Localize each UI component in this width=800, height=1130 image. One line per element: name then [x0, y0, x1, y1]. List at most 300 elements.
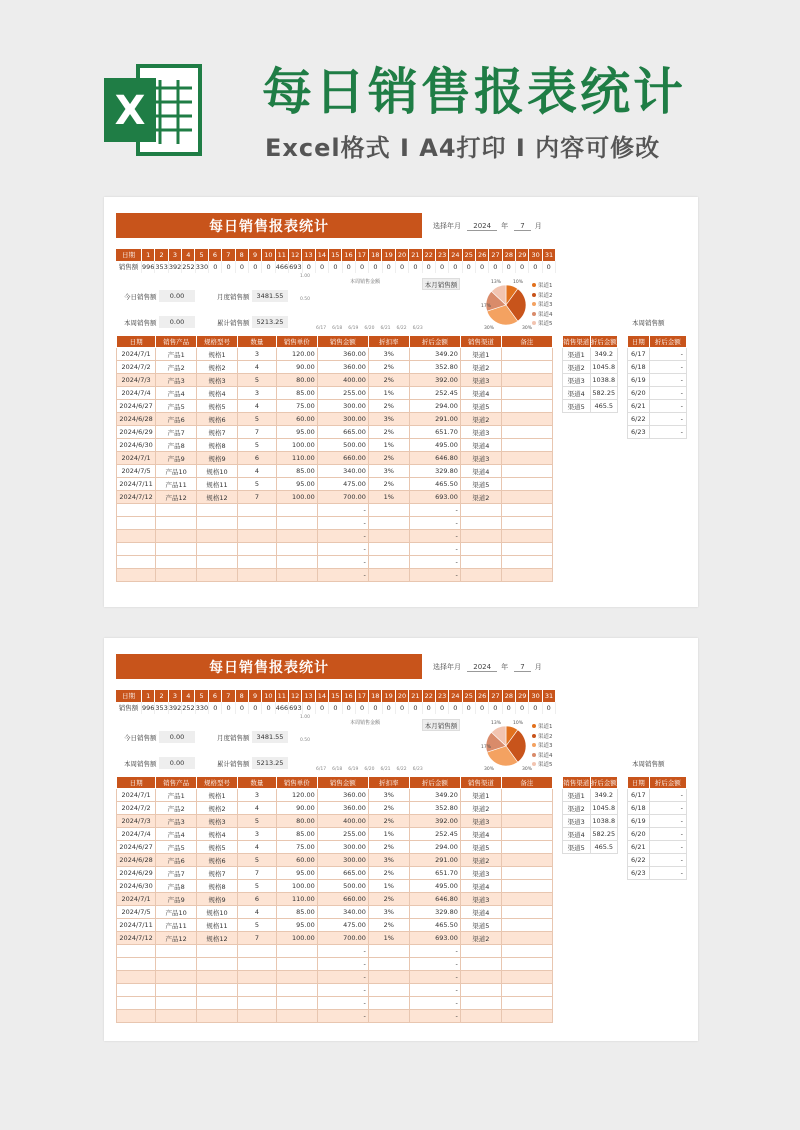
- table-cell[interactable]: 规格4: [197, 387, 238, 400]
- table-cell[interactable]: 3%: [368, 789, 409, 802]
- table-cell[interactable]: 665.00: [317, 426, 368, 439]
- table-cell[interactable]: 3: [237, 387, 276, 400]
- table-cell[interactable]: 2%: [368, 867, 409, 880]
- table-cell[interactable]: 5: [237, 815, 276, 828]
- table-cell[interactable]: [237, 1010, 276, 1023]
- table-cell[interactable]: -: [317, 984, 368, 997]
- table-cell[interactable]: 产品11: [156, 919, 197, 932]
- table-cell[interactable]: 2024/7/1: [117, 452, 156, 465]
- table-cell[interactable]: -: [317, 1010, 368, 1023]
- table-cell[interactable]: -: [409, 556, 460, 569]
- table-cell[interactable]: [197, 958, 238, 971]
- table-cell[interactable]: 2024/7/1: [117, 893, 156, 906]
- table-cell[interactable]: 7: [237, 867, 276, 880]
- table-cell[interactable]: 2024/7/5: [117, 906, 156, 919]
- table-cell[interactable]: 2024/7/12: [117, 932, 156, 945]
- table-cell[interactable]: 5: [237, 880, 276, 893]
- table-cell[interactable]: 规格2: [197, 361, 238, 374]
- table-cell[interactable]: 85.00: [276, 465, 317, 478]
- table-cell[interactable]: 90.00: [276, 361, 317, 374]
- table-cell[interactable]: [368, 971, 409, 984]
- table-cell[interactable]: 产品11: [156, 478, 197, 491]
- table-cell[interactable]: [501, 867, 552, 880]
- table-cell[interactable]: [460, 543, 501, 556]
- table-cell[interactable]: 300.00: [317, 400, 368, 413]
- table-cell[interactable]: [197, 1010, 238, 1023]
- table-cell[interactable]: 660.00: [317, 452, 368, 465]
- table-cell[interactable]: [501, 815, 552, 828]
- table-cell[interactable]: [197, 997, 238, 1010]
- table-cell[interactable]: 规格10: [197, 465, 238, 478]
- table-cell[interactable]: 1%: [368, 439, 409, 452]
- table-cell[interactable]: 693.00: [409, 932, 460, 945]
- table-cell[interactable]: 360.00: [317, 348, 368, 361]
- table-cell[interactable]: [501, 491, 552, 504]
- table-cell[interactable]: [368, 517, 409, 530]
- table-cell[interactable]: -: [317, 504, 368, 517]
- table-cell[interactable]: 392.00: [409, 815, 460, 828]
- table-cell[interactable]: [156, 517, 197, 530]
- table-cell[interactable]: [276, 504, 317, 517]
- table-cell[interactable]: 2024/7/1: [117, 348, 156, 361]
- table-cell[interactable]: 360.00: [317, 361, 368, 374]
- table-cell[interactable]: 规格12: [197, 491, 238, 504]
- table-cell[interactable]: 3: [237, 789, 276, 802]
- table-cell[interactable]: 1%: [368, 491, 409, 504]
- table-cell[interactable]: 5: [237, 374, 276, 387]
- table-cell[interactable]: -: [317, 543, 368, 556]
- table-cell[interactable]: [276, 1010, 317, 1023]
- table-cell[interactable]: 329.80: [409, 465, 460, 478]
- table-cell[interactable]: 349.20: [409, 789, 460, 802]
- table-cell[interactable]: 产品5: [156, 841, 197, 854]
- table-cell[interactable]: [501, 945, 552, 958]
- table-cell[interactable]: -: [317, 530, 368, 543]
- table-cell[interactable]: [501, 1010, 552, 1023]
- table-cell[interactable]: 规格1: [197, 789, 238, 802]
- table-cell[interactable]: 2024/7/11: [117, 478, 156, 491]
- table-cell[interactable]: 2024/7/5: [117, 465, 156, 478]
- table-cell[interactable]: 2024/7/2: [117, 802, 156, 815]
- table-cell[interactable]: [368, 556, 409, 569]
- table-cell[interactable]: 产品10: [156, 906, 197, 919]
- table-cell[interactable]: 产品8: [156, 439, 197, 452]
- table-cell[interactable]: [276, 997, 317, 1010]
- table-cell[interactable]: 产品5: [156, 400, 197, 413]
- table-cell[interactable]: 3: [237, 828, 276, 841]
- table-cell[interactable]: 646.80: [409, 452, 460, 465]
- table-cell[interactable]: 475.00: [317, 919, 368, 932]
- table-cell[interactable]: [501, 841, 552, 854]
- table-cell[interactable]: 5: [237, 413, 276, 426]
- table-cell[interactable]: 产品3: [156, 374, 197, 387]
- table-cell[interactable]: 4: [237, 465, 276, 478]
- table-cell[interactable]: [156, 543, 197, 556]
- table-cell[interactable]: 255.00: [317, 828, 368, 841]
- table-cell[interactable]: 475.00: [317, 478, 368, 491]
- table-cell[interactable]: 651.70: [409, 867, 460, 880]
- table-cell[interactable]: [117, 958, 156, 971]
- table-cell[interactable]: [197, 569, 238, 582]
- table-cell[interactable]: [197, 945, 238, 958]
- table-cell[interactable]: 5: [237, 439, 276, 452]
- table-cell[interactable]: 规格1: [197, 348, 238, 361]
- table-cell[interactable]: 2%: [368, 400, 409, 413]
- table-cell[interactable]: [501, 361, 552, 374]
- table-cell[interactable]: 300.00: [317, 413, 368, 426]
- table-cell[interactable]: -: [409, 530, 460, 543]
- table-cell[interactable]: 660.00: [317, 893, 368, 906]
- table-cell[interactable]: 渠道1: [460, 348, 501, 361]
- table-cell[interactable]: 2%: [368, 919, 409, 932]
- table-cell[interactable]: 渠道2: [460, 361, 501, 374]
- table-cell[interactable]: 规格5: [197, 400, 238, 413]
- table-cell[interactable]: 渠道4: [460, 387, 501, 400]
- table-cell[interactable]: [501, 374, 552, 387]
- table-cell[interactable]: 665.00: [317, 867, 368, 880]
- table-cell[interactable]: [460, 1010, 501, 1023]
- table-cell[interactable]: 规格6: [197, 854, 238, 867]
- table-cell[interactable]: [501, 517, 552, 530]
- table-cell[interactable]: -: [409, 517, 460, 530]
- table-cell[interactable]: 352.80: [409, 361, 460, 374]
- table-cell[interactable]: 产品9: [156, 452, 197, 465]
- table-cell[interactable]: 7: [237, 932, 276, 945]
- table-cell[interactable]: 渠道3: [460, 426, 501, 439]
- table-cell[interactable]: 产品8: [156, 880, 197, 893]
- table-cell[interactable]: 产品7: [156, 426, 197, 439]
- table-cell[interactable]: 渠道2: [460, 932, 501, 945]
- table-cell[interactable]: 100.00: [276, 491, 317, 504]
- table-cell[interactable]: 7: [237, 491, 276, 504]
- table-cell[interactable]: [156, 504, 197, 517]
- table-cell[interactable]: [237, 530, 276, 543]
- table-cell[interactable]: 2024/7/4: [117, 828, 156, 841]
- table-cell[interactable]: 规格10: [197, 906, 238, 919]
- table-cell[interactable]: [460, 569, 501, 582]
- table-cell[interactable]: [460, 504, 501, 517]
- table-cell[interactable]: 7: [237, 426, 276, 439]
- table-cell[interactable]: [197, 556, 238, 569]
- table-cell[interactable]: [276, 945, 317, 958]
- table-cell[interactable]: [460, 530, 501, 543]
- table-cell[interactable]: 1%: [368, 387, 409, 400]
- table-cell[interactable]: [117, 530, 156, 543]
- table-cell[interactable]: 392.00: [409, 374, 460, 387]
- month-input[interactable]: 7: [514, 663, 530, 672]
- table-cell[interactable]: 产品2: [156, 361, 197, 374]
- table-cell[interactable]: 规格2: [197, 802, 238, 815]
- table-cell[interactable]: 规格11: [197, 478, 238, 491]
- table-cell[interactable]: [197, 517, 238, 530]
- table-cell[interactable]: 2024/6/28: [117, 413, 156, 426]
- table-cell[interactable]: 255.00: [317, 387, 368, 400]
- table-cell[interactable]: 2024/7/3: [117, 374, 156, 387]
- table-cell[interactable]: 349.20: [409, 348, 460, 361]
- table-cell[interactable]: [237, 504, 276, 517]
- table-cell[interactable]: 渠道4: [460, 880, 501, 893]
- table-cell[interactable]: [237, 945, 276, 958]
- table-cell[interactable]: [501, 348, 552, 361]
- table-cell[interactable]: [197, 530, 238, 543]
- table-cell[interactable]: [368, 569, 409, 582]
- table-cell[interactable]: [117, 569, 156, 582]
- table-cell[interactable]: 495.00: [409, 880, 460, 893]
- table-cell[interactable]: [501, 919, 552, 932]
- table-cell[interactable]: 4: [237, 802, 276, 815]
- table-cell[interactable]: [197, 971, 238, 984]
- table-cell[interactable]: [501, 880, 552, 893]
- table-cell[interactable]: [460, 517, 501, 530]
- table-cell[interactable]: [460, 971, 501, 984]
- table-cell[interactable]: [501, 530, 552, 543]
- table-cell[interactable]: 2024/6/27: [117, 400, 156, 413]
- table-cell[interactable]: 291.00: [409, 854, 460, 867]
- table-cell[interactable]: 500.00: [317, 439, 368, 452]
- table-cell[interactable]: 651.70: [409, 426, 460, 439]
- table-cell[interactable]: [368, 945, 409, 958]
- table-cell[interactable]: [237, 543, 276, 556]
- table-cell[interactable]: [276, 543, 317, 556]
- table-cell[interactable]: [156, 556, 197, 569]
- table-cell[interactable]: 渠道4: [460, 828, 501, 841]
- table-cell[interactable]: 2%: [368, 478, 409, 491]
- table-cell[interactable]: 110.00: [276, 893, 317, 906]
- table-cell[interactable]: [117, 1010, 156, 1023]
- table-cell[interactable]: [501, 984, 552, 997]
- table-cell[interactable]: 渠道3: [460, 374, 501, 387]
- table-cell[interactable]: 渠道2: [460, 802, 501, 815]
- table-cell[interactable]: 300.00: [317, 854, 368, 867]
- table-cell[interactable]: [501, 828, 552, 841]
- table-cell[interactable]: 2%: [368, 893, 409, 906]
- table-cell[interactable]: 329.80: [409, 906, 460, 919]
- table-cell[interactable]: [197, 984, 238, 997]
- table-cell[interactable]: [197, 543, 238, 556]
- table-cell[interactable]: 产品4: [156, 387, 197, 400]
- table-cell[interactable]: 渠道1: [460, 789, 501, 802]
- table-cell[interactable]: [501, 893, 552, 906]
- table-cell[interactable]: 4: [237, 400, 276, 413]
- table-cell[interactable]: 2024/6/29: [117, 867, 156, 880]
- table-cell[interactable]: 渠道3: [460, 893, 501, 906]
- table-cell[interactable]: 252.45: [409, 387, 460, 400]
- table-cell[interactable]: 渠道2: [460, 491, 501, 504]
- table-cell[interactable]: [501, 504, 552, 517]
- month-input[interactable]: 7: [514, 222, 530, 231]
- table-cell[interactable]: [156, 530, 197, 543]
- table-cell[interactable]: [117, 971, 156, 984]
- table-cell[interactable]: -: [409, 945, 460, 958]
- table-cell[interactable]: [237, 569, 276, 582]
- table-cell[interactable]: [156, 945, 197, 958]
- table-cell[interactable]: 2%: [368, 815, 409, 828]
- table-cell[interactable]: [156, 569, 197, 582]
- table-cell[interactable]: [276, 984, 317, 997]
- table-cell[interactable]: 120.00: [276, 789, 317, 802]
- table-cell[interactable]: 2%: [368, 841, 409, 854]
- table-cell[interactable]: [276, 530, 317, 543]
- table-cell[interactable]: [501, 543, 552, 556]
- table-cell[interactable]: -: [409, 569, 460, 582]
- table-cell[interactable]: [117, 984, 156, 997]
- table-cell[interactable]: 5: [237, 919, 276, 932]
- table-cell[interactable]: [368, 543, 409, 556]
- table-cell[interactable]: 渠道5: [460, 919, 501, 932]
- table-cell[interactable]: 465.50: [409, 919, 460, 932]
- table-cell[interactable]: [460, 997, 501, 1010]
- table-cell[interactable]: 100.00: [276, 439, 317, 452]
- table-cell[interactable]: 252.45: [409, 828, 460, 841]
- table-cell[interactable]: 规格4: [197, 828, 238, 841]
- table-cell[interactable]: 2024/7/2: [117, 361, 156, 374]
- table-cell[interactable]: [156, 971, 197, 984]
- table-cell[interactable]: [501, 413, 552, 426]
- table-cell[interactable]: [276, 569, 317, 582]
- table-cell[interactable]: [501, 932, 552, 945]
- table-cell[interactable]: 2024/7/3: [117, 815, 156, 828]
- table-cell[interactable]: 3%: [368, 413, 409, 426]
- table-cell[interactable]: 4: [237, 841, 276, 854]
- table-cell[interactable]: [501, 426, 552, 439]
- table-cell[interactable]: 100.00: [276, 932, 317, 945]
- table-cell[interactable]: 340.00: [317, 906, 368, 919]
- table-cell[interactable]: 渠道4: [460, 906, 501, 919]
- table-cell[interactable]: 2024/7/4: [117, 387, 156, 400]
- table-cell[interactable]: 1%: [368, 932, 409, 945]
- table-cell[interactable]: [117, 945, 156, 958]
- table-cell[interactable]: 95.00: [276, 478, 317, 491]
- table-cell[interactable]: [276, 971, 317, 984]
- table-cell[interactable]: 693.00: [409, 491, 460, 504]
- table-cell[interactable]: [368, 530, 409, 543]
- table-cell[interactable]: [237, 958, 276, 971]
- table-cell[interactable]: 5: [237, 854, 276, 867]
- table-cell[interactable]: 3%: [368, 348, 409, 361]
- table-cell[interactable]: 产品1: [156, 348, 197, 361]
- table-cell[interactable]: [501, 465, 552, 478]
- table-cell[interactable]: [501, 478, 552, 491]
- table-cell[interactable]: 2%: [368, 802, 409, 815]
- table-cell[interactable]: [501, 400, 552, 413]
- table-cell[interactable]: -: [317, 945, 368, 958]
- table-cell[interactable]: 3: [237, 348, 276, 361]
- table-cell[interactable]: 3%: [368, 854, 409, 867]
- table-cell[interactable]: 产品12: [156, 491, 197, 504]
- table-cell[interactable]: [117, 517, 156, 530]
- table-cell[interactable]: 产品12: [156, 932, 197, 945]
- table-cell[interactable]: 1%: [368, 880, 409, 893]
- table-cell[interactable]: [501, 854, 552, 867]
- table-cell[interactable]: 2%: [368, 361, 409, 374]
- table-cell[interactable]: 95.00: [276, 919, 317, 932]
- table-cell[interactable]: 规格8: [197, 439, 238, 452]
- table-cell[interactable]: [237, 556, 276, 569]
- table-cell[interactable]: 340.00: [317, 465, 368, 478]
- table-cell[interactable]: -: [317, 958, 368, 971]
- table-cell[interactable]: 4: [237, 906, 276, 919]
- table-cell[interactable]: 500.00: [317, 880, 368, 893]
- table-cell[interactable]: 产品10: [156, 465, 197, 478]
- table-cell[interactable]: 3%: [368, 465, 409, 478]
- table-cell[interactable]: 2%: [368, 374, 409, 387]
- table-cell[interactable]: [276, 517, 317, 530]
- year-input[interactable]: 2024: [467, 663, 497, 672]
- table-cell[interactable]: 2024/7/1: [117, 789, 156, 802]
- table-cell[interactable]: 294.00: [409, 400, 460, 413]
- table-cell[interactable]: [501, 971, 552, 984]
- table-cell[interactable]: -: [409, 504, 460, 517]
- table-cell[interactable]: 规格7: [197, 426, 238, 439]
- table-cell[interactable]: [117, 997, 156, 1010]
- table-cell[interactable]: 产品7: [156, 867, 197, 880]
- table-cell[interactable]: 360.00: [317, 802, 368, 815]
- table-cell[interactable]: [117, 504, 156, 517]
- table-cell[interactable]: 规格3: [197, 815, 238, 828]
- table-cell[interactable]: [501, 452, 552, 465]
- table-cell[interactable]: 2024/7/12: [117, 491, 156, 504]
- table-cell[interactable]: [197, 504, 238, 517]
- year-input[interactable]: 2024: [467, 222, 497, 231]
- table-cell[interactable]: [501, 569, 552, 582]
- table-cell[interactable]: 352.80: [409, 802, 460, 815]
- table-cell[interactable]: -: [409, 997, 460, 1010]
- table-cell[interactable]: 规格9: [197, 452, 238, 465]
- table-cell[interactable]: [368, 1010, 409, 1023]
- table-cell[interactable]: [368, 958, 409, 971]
- table-cell[interactable]: [117, 556, 156, 569]
- table-cell[interactable]: 85.00: [276, 906, 317, 919]
- table-cell[interactable]: [501, 789, 552, 802]
- table-cell[interactable]: 规格9: [197, 893, 238, 906]
- month-sales-button[interactable]: 本月销售额: [422, 278, 460, 290]
- table-cell[interactable]: [237, 997, 276, 1010]
- table-cell[interactable]: 产品6: [156, 413, 197, 426]
- table-cell[interactable]: 294.00: [409, 841, 460, 854]
- table-cell[interactable]: [117, 543, 156, 556]
- table-cell[interactable]: [501, 906, 552, 919]
- table-cell[interactable]: 渠道4: [460, 439, 501, 452]
- table-cell[interactable]: 规格5: [197, 841, 238, 854]
- table-cell[interactable]: 渠道4: [460, 465, 501, 478]
- table-cell[interactable]: [156, 1010, 197, 1023]
- table-cell[interactable]: 646.80: [409, 893, 460, 906]
- table-cell[interactable]: 360.00: [317, 789, 368, 802]
- table-cell[interactable]: 1%: [368, 828, 409, 841]
- table-cell[interactable]: 95.00: [276, 867, 317, 880]
- table-cell[interactable]: 85.00: [276, 828, 317, 841]
- table-cell[interactable]: 100.00: [276, 880, 317, 893]
- table-cell[interactable]: -: [317, 997, 368, 1010]
- table-cell[interactable]: 75.00: [276, 400, 317, 413]
- table-cell[interactable]: 85.00: [276, 387, 317, 400]
- table-cell[interactable]: [156, 958, 197, 971]
- table-cell[interactable]: 产品3: [156, 815, 197, 828]
- table-cell[interactable]: [237, 971, 276, 984]
- table-cell[interactable]: [460, 984, 501, 997]
- table-cell[interactable]: -: [409, 543, 460, 556]
- table-cell[interactable]: 2024/6/27: [117, 841, 156, 854]
- table-cell[interactable]: 2024/6/28: [117, 854, 156, 867]
- table-cell[interactable]: 2024/7/11: [117, 919, 156, 932]
- table-cell[interactable]: 400.00: [317, 815, 368, 828]
- table-cell[interactable]: 2024/6/29: [117, 426, 156, 439]
- table-cell[interactable]: 规格11: [197, 919, 238, 932]
- table-cell[interactable]: 渠道5: [460, 400, 501, 413]
- table-cell[interactable]: 700.00: [317, 932, 368, 945]
- table-cell[interactable]: [501, 387, 552, 400]
- table-cell[interactable]: 产品6: [156, 854, 197, 867]
